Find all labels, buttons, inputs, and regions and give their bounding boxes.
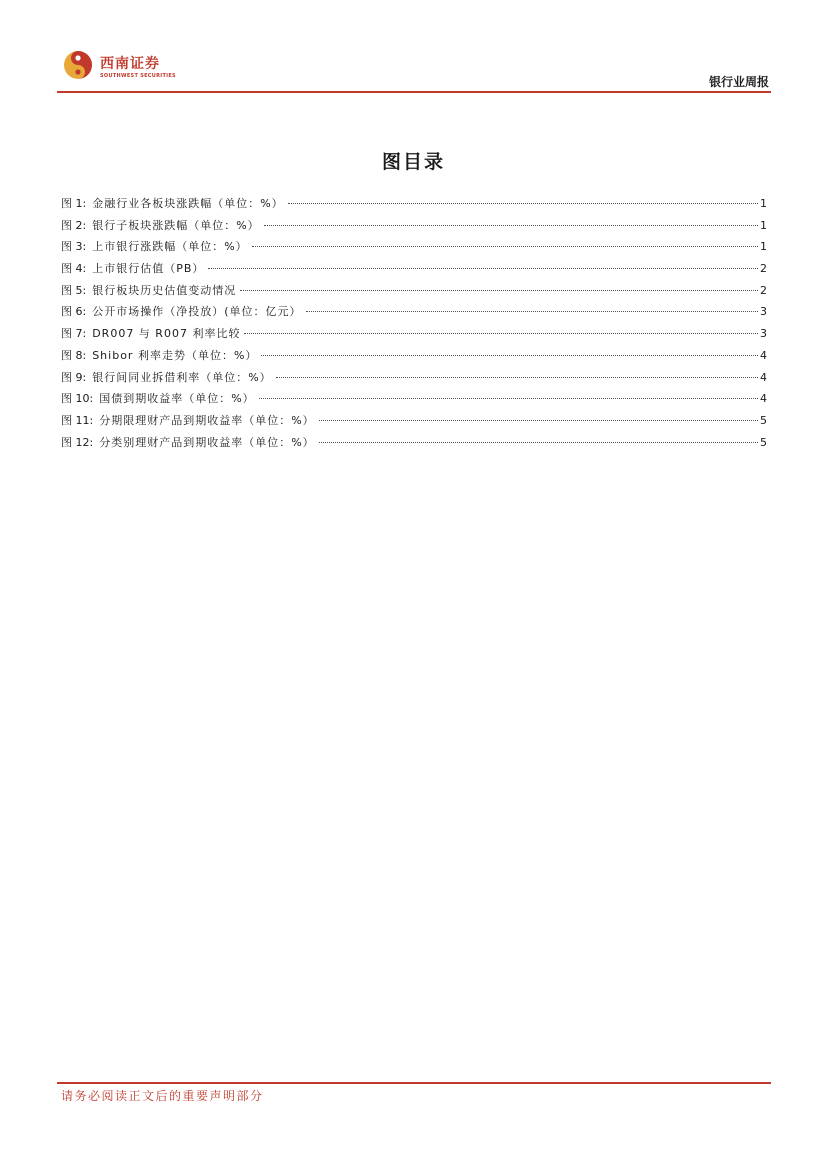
toc-entry-label: 图 12:: [61, 435, 94, 449]
toc-entry[interactable]: [61, 193, 767, 215]
toc-entry-leader: [306, 311, 759, 312]
toc-entry-page: 4: [760, 392, 767, 406]
toc-entry-label: 图 4:: [61, 262, 87, 276]
toc-entry-title: DR007 与 R007 利率比较: [92, 327, 241, 341]
toc-title: 图目录: [381, 151, 445, 173]
toc-entry-title: 金融行业各板块涨跌幅（单位：%）: [92, 197, 284, 210]
footer-divider: [57, 1082, 771, 1084]
toc-entry-title: 银行板块历史估值变动情况: [92, 283, 237, 297]
toc-entry-title: 银行子板块涨跌幅（单位：%）: [92, 218, 260, 232]
toc-entry-leader: [208, 268, 758, 269]
toc-entry-page: 5: [760, 413, 767, 427]
toc-entry-label: 图 5:: [61, 283, 87, 297]
toc-entry-leader: [319, 442, 758, 443]
toc-entry-label: 图 8:: [61, 348, 87, 362]
company-logo: [63, 50, 213, 86]
toc-entry-leader: [264, 225, 758, 226]
toc-entry[interactable]: [61, 215, 767, 237]
toc-entry[interactable]: [61, 323, 767, 345]
logo-text-en: SOUTHWEST SECURITIES: [100, 73, 176, 79]
toc-entry[interactable]: [61, 388, 767, 410]
toc-entry-label: 图 7:: [61, 327, 87, 341]
toc-entry[interactable]: [61, 301, 767, 323]
toc-entry-title: 分类别理财产品到期收益率（单位：%）: [99, 435, 315, 449]
toc-entry-leader: [240, 290, 758, 291]
toc-entry-page: 5: [760, 435, 767, 449]
toc-entry[interactable]: [61, 236, 767, 258]
toc-entry-label: 图 6:: [61, 305, 87, 319]
toc-entry-title: 分期限理财产品到期收益率（单位：%）: [99, 413, 315, 427]
toc-entry-page: 1: [760, 197, 767, 210]
toc-entry-leader: [276, 377, 758, 378]
report-title: 银行业周报: [708, 75, 769, 89]
toc-entry-page: 4: [760, 348, 767, 362]
toc-entry-label: 图 10:: [61, 392, 94, 406]
toc-entry-leader: [259, 398, 758, 399]
toc-entry[interactable]: [61, 410, 767, 432]
toc-entry-page: 1: [760, 218, 767, 232]
toc-entry-title: 国债到期收益率（单位：%）: [99, 392, 255, 406]
toc-entry-page: 4: [760, 370, 767, 384]
toc-entry-leader: [244, 333, 758, 334]
logo-mark-icon: [63, 50, 93, 80]
logo-text-cn: 西南证券: [100, 56, 160, 72]
toc-entry-label: 图 11:: [61, 413, 94, 427]
toc-entry-page: 3: [760, 305, 767, 319]
toc-entry[interactable]: [61, 345, 767, 367]
toc-list: [61, 193, 767, 453]
toc-entry-title: 公开市场操作（净投放）(单位：亿元）: [92, 305, 302, 319]
toc-entry[interactable]: [61, 432, 767, 454]
toc-entry-page: 2: [760, 262, 767, 276]
toc-entry-page: 1: [760, 240, 767, 254]
footer-disclaimer: 请务必阅读正文后的重要声明部分: [61, 1089, 264, 1103]
toc-entry[interactable]: [61, 258, 767, 280]
toc-entry-title: 银行间同业拆借利率（单位：%）: [92, 370, 272, 384]
toc-entry-title: 上市银行估值（PB）: [92, 262, 205, 276]
toc-entry[interactable]: [61, 367, 767, 389]
toc-entry-leader: [261, 355, 758, 356]
toc-entry-title: Shibor 利率走势（单位：%）: [92, 348, 258, 362]
toc-entry-label: 图 2:: [61, 218, 87, 232]
toc-entry-leader: [288, 203, 758, 204]
toc-entry-label: 图 1:: [61, 197, 87, 210]
toc-entry-leader: [252, 246, 758, 247]
toc-entry-page: 3: [760, 327, 767, 341]
toc-entry-page: 2: [760, 283, 767, 297]
header-divider: [57, 91, 771, 93]
toc-entry-title: 上市银行涨跌幅（单位：%）: [92, 240, 248, 254]
toc-entry-label: 图 3:: [61, 240, 87, 254]
toc-entry-label: 图 9:: [61, 370, 87, 384]
toc-entry-leader: [319, 420, 758, 421]
toc-entry[interactable]: [61, 280, 767, 302]
page-header: [57, 48, 771, 92]
